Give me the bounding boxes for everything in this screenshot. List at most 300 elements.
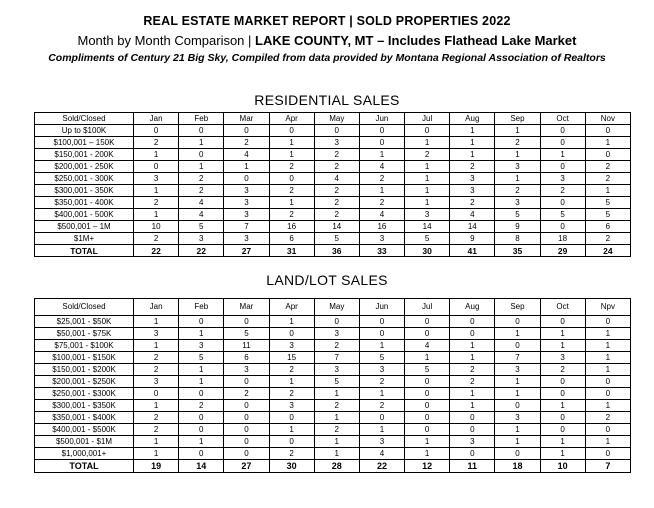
count-cell: 1 xyxy=(585,364,630,376)
count-cell: 2 xyxy=(585,173,630,185)
count-cell: 0 xyxy=(540,221,585,233)
count-cell: 2 xyxy=(269,364,314,376)
count-cell: 4 xyxy=(179,209,224,221)
count-cell: 0 xyxy=(540,424,585,436)
price-range-cell: $1M+ xyxy=(35,233,134,245)
count-cell: 1 xyxy=(450,388,495,400)
count-cell: 2 xyxy=(179,173,224,185)
count-cell: 0 xyxy=(179,149,224,161)
count-cell: 1 xyxy=(585,137,630,149)
count-cell: 0 xyxy=(405,412,450,424)
count-cell: 1 xyxy=(540,400,585,412)
price-range-cell: $400,001 - $500K xyxy=(35,424,134,436)
column-header-month: Jul xyxy=(405,299,450,316)
count-cell: 4 xyxy=(405,340,450,352)
count-cell: 2 xyxy=(450,376,495,388)
count-cell: 1 xyxy=(540,149,585,161)
count-cell: 4 xyxy=(179,197,224,209)
count-cell: 1 xyxy=(314,388,359,400)
count-cell: 3 xyxy=(269,340,314,352)
residential-section-title: RESIDENTIAL SALES xyxy=(254,92,400,108)
count-cell: 2 xyxy=(359,400,404,412)
column-header-month: Mar xyxy=(224,299,269,316)
count-cell: 5 xyxy=(314,233,359,245)
count-cell: 1 xyxy=(405,448,450,460)
price-range-cell: $300,001 - $350K xyxy=(35,400,134,412)
count-cell: 0 xyxy=(314,316,359,328)
count-cell: 10 xyxy=(134,221,179,233)
count-cell: 9 xyxy=(450,233,495,245)
count-cell: 0 xyxy=(585,376,630,388)
count-cell: 1 xyxy=(405,185,450,197)
count-cell: 1 xyxy=(179,161,224,173)
total-cell: 14 xyxy=(179,460,224,473)
count-cell: 0 xyxy=(359,328,404,340)
count-cell: 3 xyxy=(495,364,540,376)
count-cell: 2 xyxy=(314,161,359,173)
count-cell: 1 xyxy=(269,376,314,388)
count-cell: 0 xyxy=(450,328,495,340)
total-cell: 18 xyxy=(495,460,540,473)
count-cell: 3 xyxy=(495,161,540,173)
column-header-month: Sep xyxy=(495,299,540,316)
price-range-cell: $100,001 – 150K xyxy=(35,137,134,149)
count-cell: 1 xyxy=(585,436,630,448)
count-cell: 1 xyxy=(134,185,179,197)
table-row xyxy=(35,209,631,221)
count-cell: 2 xyxy=(450,161,495,173)
price-range-cell: $100,001 - $150K xyxy=(35,352,134,364)
price-range-cell: $25,001 - $50K xyxy=(35,316,134,328)
count-cell: 2 xyxy=(314,149,359,161)
count-cell: 5 xyxy=(585,209,630,221)
total-cell: 29 xyxy=(540,245,585,257)
count-cell: 0 xyxy=(405,316,450,328)
count-cell: 11 xyxy=(224,340,269,352)
count-cell: 0 xyxy=(224,448,269,460)
count-cell: 3 xyxy=(450,173,495,185)
count-cell: 0 xyxy=(224,173,269,185)
count-cell: 1 xyxy=(540,436,585,448)
count-cell: 5 xyxy=(359,352,404,364)
count-cell: 0 xyxy=(179,412,224,424)
count-cell: 2 xyxy=(134,137,179,149)
total-cell: 27 xyxy=(224,460,269,473)
count-cell: 1 xyxy=(495,328,540,340)
price-range-cell: $350,001 - $400K xyxy=(35,412,134,424)
count-cell: 4 xyxy=(314,173,359,185)
table-row xyxy=(35,448,631,460)
count-cell: 3 xyxy=(224,233,269,245)
count-cell: 1 xyxy=(585,185,630,197)
count-cell: 0 xyxy=(405,328,450,340)
count-cell: 2 xyxy=(585,161,630,173)
count-cell: 5 xyxy=(495,209,540,221)
count-cell: 3 xyxy=(359,436,404,448)
column-header-category: Sold/Closed xyxy=(35,113,134,125)
total-cell: 27 xyxy=(224,245,269,257)
count-cell: 1 xyxy=(405,436,450,448)
count-cell: 2 xyxy=(359,197,404,209)
count-cell: 2 xyxy=(224,388,269,400)
count-cell: 3 xyxy=(314,137,359,149)
count-cell: 1 xyxy=(585,400,630,412)
price-range-cell: $1,000,001+ xyxy=(35,448,134,460)
count-cell: 1 xyxy=(585,340,630,352)
count-cell: 3 xyxy=(450,185,495,197)
count-cell: 1 xyxy=(450,340,495,352)
count-cell: 0 xyxy=(585,424,630,436)
count-cell: 2 xyxy=(134,412,179,424)
count-cell: 0 xyxy=(540,412,585,424)
count-cell: 2 xyxy=(314,340,359,352)
count-cell: 0 xyxy=(540,197,585,209)
count-cell: 0 xyxy=(224,400,269,412)
count-cell: 2 xyxy=(495,185,540,197)
count-cell: 3 xyxy=(450,436,495,448)
column-header-month: Npv xyxy=(585,299,630,316)
count-cell: 16 xyxy=(359,221,404,233)
count-cell: 3 xyxy=(314,328,359,340)
count-cell: 2 xyxy=(269,161,314,173)
count-cell: 15 xyxy=(269,352,314,364)
count-cell: 0 xyxy=(450,412,495,424)
count-cell: 2 xyxy=(269,448,314,460)
count-cell: 2 xyxy=(314,197,359,209)
count-cell: 0 xyxy=(495,316,540,328)
count-cell: 0 xyxy=(540,388,585,400)
table-row xyxy=(35,316,631,328)
price-range-cell: $500,001 - $1M xyxy=(35,436,134,448)
count-cell: 1 xyxy=(314,436,359,448)
count-cell: 2 xyxy=(314,400,359,412)
count-cell: 5 xyxy=(314,376,359,388)
table-row xyxy=(35,412,631,424)
count-cell: 0 xyxy=(179,125,224,137)
count-cell: 2 xyxy=(134,233,179,245)
count-cell: 3 xyxy=(359,364,404,376)
total-label-cell: TOTAL xyxy=(35,245,134,257)
price-range-cell: $500,001 – 1M xyxy=(35,221,134,233)
count-cell: 4 xyxy=(224,149,269,161)
count-cell: 2 xyxy=(179,185,224,197)
count-cell: 0 xyxy=(134,388,179,400)
count-cell: 0 xyxy=(179,388,224,400)
count-cell: 0 xyxy=(495,400,540,412)
count-cell: 5 xyxy=(179,221,224,233)
table-row xyxy=(35,185,631,197)
count-cell: 0 xyxy=(134,125,179,137)
count-cell: 3 xyxy=(405,209,450,221)
count-cell: 0 xyxy=(179,424,224,436)
count-cell: 0 xyxy=(495,340,540,352)
count-cell: 0 xyxy=(450,316,495,328)
column-header-month: Aug xyxy=(450,299,495,316)
count-cell: 1 xyxy=(179,364,224,376)
count-cell: 0 xyxy=(540,376,585,388)
table-row xyxy=(35,197,631,209)
count-cell: 1 xyxy=(405,352,450,364)
total-cell: 24 xyxy=(585,245,630,257)
count-cell: 0 xyxy=(495,448,540,460)
count-cell: 0 xyxy=(405,376,450,388)
count-cell: 5 xyxy=(405,233,450,245)
count-cell: 1 xyxy=(540,328,585,340)
count-cell: 5 xyxy=(405,364,450,376)
count-cell: 2 xyxy=(134,352,179,364)
table-row xyxy=(35,125,631,137)
column-header-month: May xyxy=(314,299,359,316)
count-cell: 0 xyxy=(585,149,630,161)
count-cell: 1 xyxy=(495,388,540,400)
table-row xyxy=(35,149,631,161)
count-cell: 0 xyxy=(269,436,314,448)
table-row xyxy=(35,364,631,376)
column-header-month: Apr xyxy=(269,113,314,125)
count-cell: 1 xyxy=(495,424,540,436)
count-cell: 0 xyxy=(359,137,404,149)
count-cell: 1 xyxy=(359,149,404,161)
count-cell: 1 xyxy=(359,424,404,436)
count-cell: 3 xyxy=(179,233,224,245)
count-cell: 3 xyxy=(269,400,314,412)
count-cell: 1 xyxy=(450,400,495,412)
count-cell: 1 xyxy=(134,448,179,460)
count-cell: 2 xyxy=(585,233,630,245)
table-row xyxy=(35,340,631,352)
total-cell: 30 xyxy=(405,245,450,257)
count-cell: 1 xyxy=(405,161,450,173)
count-cell: 6 xyxy=(224,352,269,364)
count-cell: 1 xyxy=(405,197,450,209)
count-cell: 0 xyxy=(224,316,269,328)
count-cell: 9 xyxy=(495,221,540,233)
count-cell: 0 xyxy=(224,424,269,436)
table-row xyxy=(35,173,631,185)
total-cell: 35 xyxy=(495,245,540,257)
total-cell: 10 xyxy=(540,460,585,473)
count-cell: 1 xyxy=(585,328,630,340)
count-cell: 0 xyxy=(359,125,404,137)
count-cell: 5 xyxy=(585,197,630,209)
count-cell: 5 xyxy=(224,328,269,340)
count-cell: 2 xyxy=(314,424,359,436)
count-cell: 3 xyxy=(134,173,179,185)
residential-sales-table xyxy=(34,112,631,257)
count-cell: 1 xyxy=(134,400,179,412)
count-cell: 2 xyxy=(179,400,224,412)
column-header-month: May xyxy=(314,113,359,125)
count-cell: 0 xyxy=(179,316,224,328)
count-cell: 1 xyxy=(450,352,495,364)
count-cell: 2 xyxy=(314,185,359,197)
count-cell: 0 xyxy=(450,448,495,460)
count-cell: 1 xyxy=(269,197,314,209)
count-cell: 1 xyxy=(134,340,179,352)
price-range-cell: Up to $100K xyxy=(35,125,134,137)
count-cell: 0 xyxy=(269,328,314,340)
count-cell: 1 xyxy=(405,173,450,185)
table-header-row xyxy=(35,299,631,316)
count-cell: 3 xyxy=(224,209,269,221)
count-cell: 1 xyxy=(359,388,404,400)
total-cell: 22 xyxy=(179,245,224,257)
count-cell: 1 xyxy=(179,376,224,388)
count-cell: 2 xyxy=(314,209,359,221)
total-cell: 22 xyxy=(359,460,404,473)
count-cell: 1 xyxy=(405,137,450,149)
count-cell: 1 xyxy=(495,436,540,448)
count-cell: 3 xyxy=(224,197,269,209)
report-subtitle xyxy=(0,33,654,48)
count-cell: 2 xyxy=(450,364,495,376)
column-header-month: Feb xyxy=(179,113,224,125)
count-cell: 2 xyxy=(359,376,404,388)
count-cell: 7 xyxy=(314,352,359,364)
count-cell: 8 xyxy=(495,233,540,245)
table-row xyxy=(35,352,631,364)
count-cell: 2 xyxy=(495,137,540,149)
count-cell: 1 xyxy=(179,328,224,340)
count-cell: 1 xyxy=(495,125,540,137)
count-cell: 0 xyxy=(179,448,224,460)
table-row xyxy=(35,388,631,400)
count-cell: 3 xyxy=(540,352,585,364)
column-header-month: Jun xyxy=(359,299,404,316)
total-cell: 12 xyxy=(405,460,450,473)
count-cell: 4 xyxy=(359,209,404,221)
count-cell: 0 xyxy=(224,376,269,388)
count-cell: 3 xyxy=(359,233,404,245)
price-range-cell: $350,001 - 400K xyxy=(35,197,134,209)
count-cell: 0 xyxy=(224,125,269,137)
column-header-month: Jun xyxy=(359,113,404,125)
count-cell: 1 xyxy=(179,436,224,448)
count-cell: 4 xyxy=(359,448,404,460)
count-cell: 0 xyxy=(269,412,314,424)
count-cell: 1 xyxy=(269,149,314,161)
count-cell: 1 xyxy=(314,448,359,460)
count-cell: 18 xyxy=(540,233,585,245)
count-cell: 1 xyxy=(314,412,359,424)
count-cell: 0 xyxy=(540,137,585,149)
total-cell: 30 xyxy=(269,460,314,473)
count-cell: 3 xyxy=(314,364,359,376)
report-credit: Compliments of Century 21 Big Sky, Compiled from data provided by Montana Regional Association of Realtors xyxy=(48,52,606,64)
total-cell: 7 xyxy=(585,460,630,473)
count-cell: 2 xyxy=(405,149,450,161)
count-cell: 2 xyxy=(269,209,314,221)
column-header-month: Jul xyxy=(405,113,450,125)
count-cell: 3 xyxy=(224,364,269,376)
total-cell: 36 xyxy=(314,245,359,257)
total-cell: 31 xyxy=(269,245,314,257)
table-row xyxy=(35,424,631,436)
count-cell: 3 xyxy=(495,197,540,209)
price-range-cell: $50,001 - $75K xyxy=(35,328,134,340)
count-cell: 0 xyxy=(359,316,404,328)
count-cell: 0 xyxy=(314,125,359,137)
land-lot-sales-table xyxy=(34,298,631,473)
count-cell: 2 xyxy=(585,412,630,424)
count-cell: 1 xyxy=(450,149,495,161)
column-header-month: Mar xyxy=(224,113,269,125)
total-label-cell: TOTAL xyxy=(35,460,134,473)
count-cell: 0 xyxy=(585,448,630,460)
total-cell: 19 xyxy=(134,460,179,473)
count-cell: 14 xyxy=(450,221,495,233)
count-cell: 2 xyxy=(359,173,404,185)
count-cell: 2 xyxy=(224,137,269,149)
column-header-month: Jan xyxy=(134,113,179,125)
count-cell: 0 xyxy=(359,412,404,424)
total-cell: 33 xyxy=(359,245,404,257)
table-row xyxy=(35,436,631,448)
land-section-title: LAND/LOT SALES xyxy=(266,272,388,288)
count-cell: 2 xyxy=(450,197,495,209)
table-row xyxy=(35,161,631,173)
total-row xyxy=(35,460,631,473)
count-cell: 1 xyxy=(585,352,630,364)
count-cell: 6 xyxy=(269,233,314,245)
price-range-cell: $250,001 - $300K xyxy=(35,388,134,400)
table-header-row xyxy=(35,113,631,125)
column-header-month: Aug xyxy=(450,113,495,125)
count-cell: 1 xyxy=(450,125,495,137)
count-cell: 1 xyxy=(495,173,540,185)
count-cell: 7 xyxy=(224,221,269,233)
count-cell: 2 xyxy=(269,388,314,400)
column-header-month: Oct xyxy=(540,299,585,316)
price-range-cell: $75,001 - $100K xyxy=(35,340,134,352)
column-header-month: Jan xyxy=(134,299,179,316)
count-cell: 3 xyxy=(540,173,585,185)
count-cell: 3 xyxy=(134,328,179,340)
price-range-cell: $300,001 - 350K xyxy=(35,185,134,197)
price-range-cell: $400,001 - 500K xyxy=(35,209,134,221)
table-row xyxy=(35,328,631,340)
total-cell: 22 xyxy=(134,245,179,257)
report-title: REAL ESTATE MARKET REPORT | SOLD PROPERTIES 2022 xyxy=(143,14,511,28)
count-cell: 1 xyxy=(450,137,495,149)
price-range-cell: $250,001 - 300K xyxy=(35,173,134,185)
count-cell: 2 xyxy=(540,185,585,197)
count-cell: 0 xyxy=(585,125,630,137)
table-row xyxy=(35,221,631,233)
column-header-month: Nov xyxy=(585,113,630,125)
count-cell: 3 xyxy=(179,340,224,352)
count-cell: 0 xyxy=(224,412,269,424)
total-cell: 41 xyxy=(450,245,495,257)
count-cell: 4 xyxy=(450,209,495,221)
total-cell: 28 xyxy=(314,460,359,473)
count-cell: 6 xyxy=(585,221,630,233)
count-cell: 7 xyxy=(495,352,540,364)
count-cell: 16 xyxy=(269,221,314,233)
count-cell: 0 xyxy=(585,316,630,328)
count-cell: 1 xyxy=(540,448,585,460)
count-cell: 1 xyxy=(134,436,179,448)
price-range-cell: $150,001 - 200K xyxy=(35,149,134,161)
count-cell: 1 xyxy=(495,376,540,388)
table-row xyxy=(35,400,631,412)
count-cell: 1 xyxy=(134,149,179,161)
count-cell: 1 xyxy=(134,316,179,328)
subtitle-location: LAKE COUNTY, MT – Includes Flathead Lake Market xyxy=(255,33,577,48)
count-cell: 5 xyxy=(540,209,585,221)
subtitle-prefix: Month by Month Comparison | xyxy=(77,33,256,48)
count-cell: 0 xyxy=(585,388,630,400)
